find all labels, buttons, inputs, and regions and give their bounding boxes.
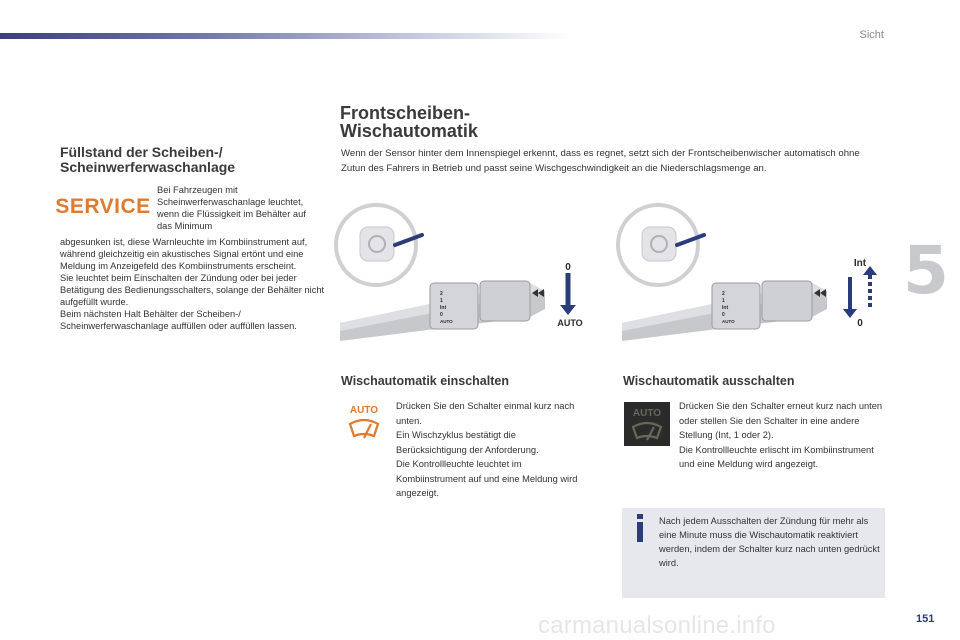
wiper-lever-figure-activate <box>340 213 588 341</box>
lever-mark: 2 <box>722 291 725 297</box>
page-number: 151 <box>916 613 935 625</box>
lever-mark: 1 <box>722 298 725 304</box>
service-icon-label: SERVICE <box>55 195 151 218</box>
lever-mark: 2 <box>440 291 443 297</box>
arrow-down-icon <box>560 273 576 315</box>
lever-mark: Int <box>722 305 729 311</box>
fluid-body-para: Sie leuchtet beim Einschalten der Zündung oder bei jeder Betätigung des Bedienungsschalters, solange der Behälter nicht aufgefüllt wurde. <box>60 273 325 307</box>
fluid-body-para: abgesunken ist, diese Warnleuchte im Kombiinstrument auf, während gleichzeitig ein akustisches Signal ertönt und eine Meldung im Anzeigefeld des Kombiinstruments erscheint. <box>60 237 308 271</box>
fluid-body-para: Beim nächsten Halt Behälter der Scheiben-/ Scheinwerferwaschanlage auffüllen oder auffüllen lassen. <box>60 309 297 331</box>
figure-label-bottom: AUTO <box>557 318 583 328</box>
main-intro-text: Wenn der Sensor hinter dem Innenspiegel erkennt, dass es regnet, setzt sich der Frontscheibenwischer automatisch ohne Zutun des Fahrers in Betrieb und passt seine Wischgeschwindigkeit an die Niederschlagsmenge an. <box>341 148 860 174</box>
lever-mark: Int <box>440 305 447 311</box>
lever-mark: 0 <box>722 312 725 318</box>
lever-mark: 1 <box>440 298 443 304</box>
auto-off-icon-label: AUTO <box>632 408 662 419</box>
fluid-intro-text: Bei Fahrzeugen mit Scheinwerferwaschanlage leuchtet, wenn die Flüssigkeit im Behälter auf das Minimum <box>157 185 306 231</box>
activate-text-para: Die Kontrollleuchte leuchtet im Kombiinstrument auf und eine Meldung wird angezeigt. <box>396 459 578 498</box>
activate-title: Wischautomatik einschalten <box>341 374 509 388</box>
figure-label-top: 0 <box>565 262 571 273</box>
deactivate-text-para: Die Kontrollleuchte erlischt im Kombiinstrument und eine Meldung wird angezeigt. <box>679 444 874 469</box>
lever-mark: AUTO <box>722 319 735 324</box>
main-title-line2: Wischautomatik <box>340 121 478 141</box>
activate-text-para: Drücken Sie den Schalter einmal kurz nach unten. <box>396 401 575 426</box>
deactivate-text <box>679 399 889 472</box>
info-text: Nach jedem Ausschalten der Zündung für mehr als eine Minute muss die Wischautomatik reaktiviert werden, indem der Schalter kurz nach unten gedrückt wird. <box>659 516 880 568</box>
fluid-level-title: Füllstand der Scheiben-/ Scheinwerferwaschanlage <box>60 144 236 175</box>
lever-mark: 0 <box>440 312 443 318</box>
figure-label-top: Int <box>853 258 867 269</box>
auto-icon-label: AUTO <box>349 405 379 416</box>
activate-text-para: Ein Wischzyklus bestätigt die Berücksichtigung der Anforderung. <box>396 430 539 455</box>
service-warning-icon <box>55 190 151 220</box>
activate-text <box>396 399 586 501</box>
info-box <box>622 508 885 598</box>
info-icon <box>635 514 645 544</box>
figure-label-bottom: 0 <box>857 318 863 329</box>
wiper-stalk-icon <box>622 281 827 341</box>
section-title: Sicht <box>859 29 884 41</box>
arrow-up-down-icon <box>843 266 877 318</box>
watermark: carmanualsonline.info <box>538 612 776 639</box>
wiper-lever-figure-deactivate <box>622 213 884 341</box>
steering-wheel-icon <box>618 205 698 285</box>
auto-wiper-icon <box>344 402 384 444</box>
auto-wiper-off-icon <box>624 402 670 446</box>
chapter-number: 5 <box>903 232 949 309</box>
header-bar <box>0 33 570 39</box>
fluid-body <box>60 236 325 332</box>
deactivate-text-para: Drücken Sie den Schalter erneut kurz nach unten oder stellen Sie den Schalter in eine andere Stellung (Int, 1 oder 2). <box>679 401 883 440</box>
deactivate-title: Wischautomatik ausschalten <box>623 374 795 388</box>
main-title <box>340 104 478 140</box>
main-title-line1: Frontscheiben- <box>340 103 471 123</box>
lever-mark: AUTO <box>440 319 453 324</box>
